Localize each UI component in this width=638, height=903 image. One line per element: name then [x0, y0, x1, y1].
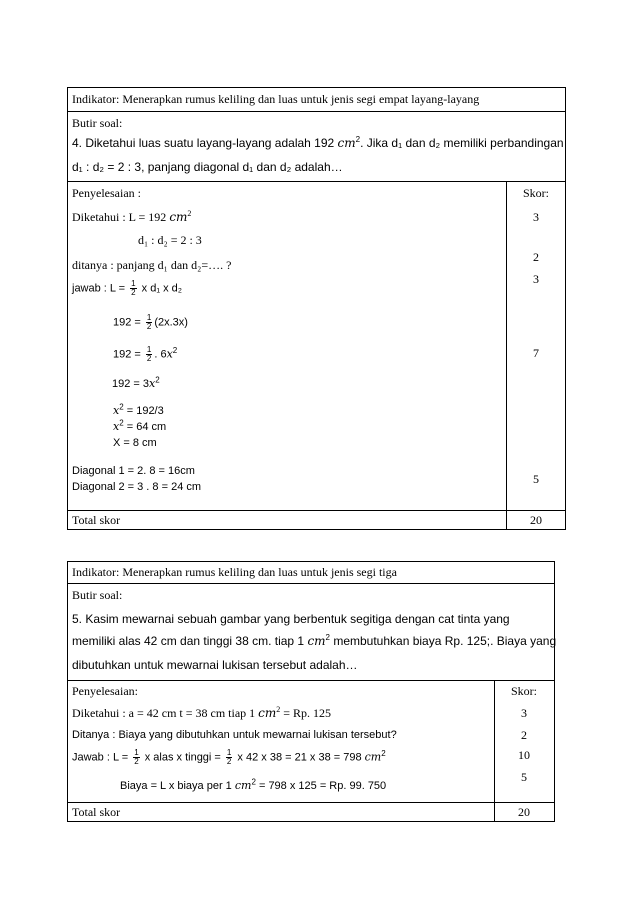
score-2: 2 — [521, 728, 527, 742]
score-1: 3 — [521, 706, 527, 720]
ditanya-line: Ditanya : Biaya yang dibutuhkan untuk mewarnai lukisan tersebut? — [72, 729, 397, 741]
question-line-1: 5. Kasim mewarnai sebuah gambar yang berbentuk segitiga dengan cat tinta yang — [72, 612, 510, 626]
total-label: Total skor — [72, 805, 121, 819]
table-layang-layang — [67, 87, 566, 530]
penyelesaian-row — [68, 681, 554, 803]
step-3: $192 = 3x^2$ — [112, 375, 160, 390]
penyelesaian-row — [68, 182, 565, 511]
jawab-line: Jawab : L = $\frac{1}{2}$ x alas x tinggi = $\frac{1}{2}$ x 42 x 38 = 21 x 38 = 798 $cm^2$ — [72, 748, 386, 766]
indikator-row — [68, 562, 554, 584]
penyelesaian-label: Penyelesaian : — [72, 186, 141, 200]
butir-soal-label: Butir soal: — [72, 116, 123, 130]
step-2: 192 = $\frac{1}{2}$ . $6x^2$ — [113, 345, 178, 363]
score-5: 5 — [533, 472, 539, 486]
score-2: 2 — [533, 250, 539, 264]
score-4: 7 — [533, 346, 539, 360]
total-value: 20 — [530, 513, 542, 527]
half-fraction: $\frac{1}{2}$ — [131, 279, 136, 297]
indikator-row — [68, 88, 565, 112]
butir-soal-label: Butir soal: — [72, 588, 123, 602]
total-row — [68, 511, 565, 529]
butir-soal-row — [68, 584, 557, 681]
total-label: Total skor — [72, 513, 121, 527]
question-line-3: dibutuhkan untuk mewarnai lukisan tersebut adalah… — [72, 658, 358, 672]
diagonal-2: Diagonal 2 = 3 . 8 = 24 cm — [72, 481, 202, 493]
diketahui-line: Diketahui : a = 42 cm t = 38 cm tiap 1 $cm^2 = Rp$. 125 — [72, 705, 332, 720]
butir-soal-row — [68, 112, 565, 182]
skor-label: Skor: — [522, 186, 549, 200]
question-line-1: 4. Diketahui luas suatu layang-layang adalah 192 $cm^2$. Jika d₁ dan d₂ memiliki perbandingan — [72, 135, 564, 150]
score-4: 5 — [521, 770, 527, 784]
total-row — [68, 803, 554, 821]
total-value: 20 — [518, 805, 530, 819]
score-3: 3 — [533, 272, 539, 286]
biaya-line: Biaya = L x biaya per 1 $cm^2 = 798$ x 125 = Rp. 99. 750 — [120, 777, 387, 792]
ditanya-line: ditanya : panjang d₁ dan d₂=…. ? — [72, 258, 232, 272]
step-6: X = 8 cm — [113, 437, 157, 449]
step-5: $x^2 = 64$ cm — [113, 418, 167, 433]
question-line-2: memiliki alas 42 cm dan tinggi 38 cm. tiap 1 $cm^2$ membutuhkan biaya Rp. 125;. Biaya yang — [72, 633, 557, 648]
jawab-line: jawab : L = $\frac{1}{2}$ x d₁ x d₂ — [72, 279, 183, 297]
step-4: $x^2 = 192/3$ — [113, 402, 164, 417]
step-1: 192 = $\frac{1}{2}$ (2x.3x) — [113, 313, 188, 331]
diketahui-line: Diketahui : L = 192 $cm^2$ — [72, 209, 192, 224]
penyelesaian-label: Penyelesaian: — [72, 684, 138, 698]
skor-label: Skor: — [510, 684, 537, 698]
ratio-line: d₁ : d₂ = 2 : 3 — [138, 233, 202, 247]
table-segitiga — [67, 561, 555, 822]
score-3: 10 — [518, 748, 530, 762]
indikator-text: Indikator: Menerapkan rumus keliling dan luas untuk jenis segi tiga — [72, 565, 397, 579]
question-line-2: d₁ : d₂ = 2 : 3, panjang diagonal d₁ dan d₂ adalah… — [72, 160, 343, 174]
indikator-text: Indikator: Menerapkan rumus keliling dan luas untuk jenis segi empat layang-layang — [72, 92, 480, 106]
score-1: 3 — [533, 210, 539, 224]
diagonal-1: Diagonal 1 = 2. 8 = 16cm — [72, 465, 195, 477]
